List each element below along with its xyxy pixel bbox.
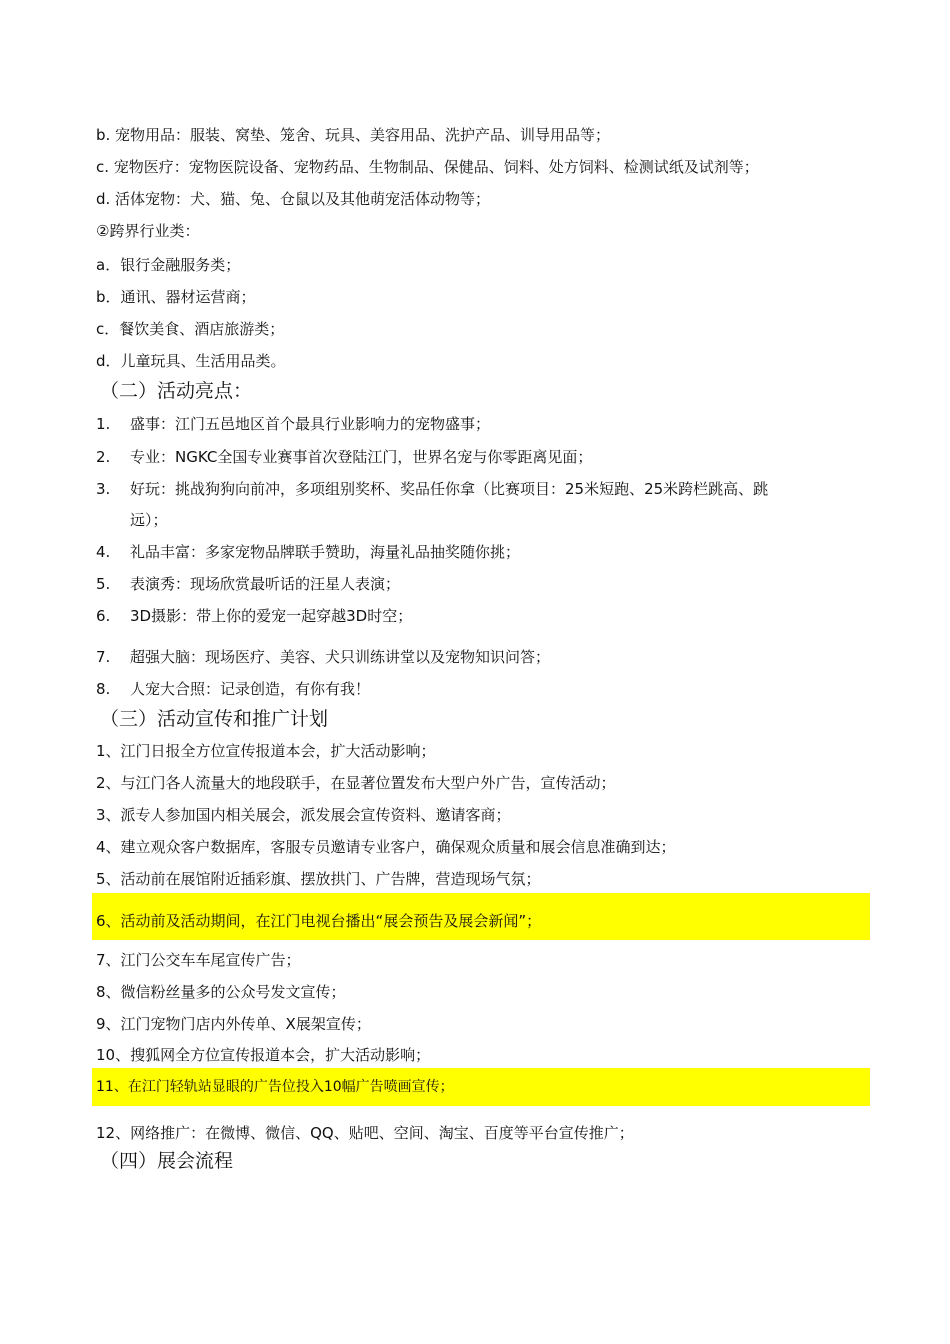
highlight-item-7: [96, 646, 871, 668]
item-number: 8.: [96, 680, 111, 698]
cross-item-bank: a．银行金融服务类；: [96, 256, 241, 274]
promotion-item-9: 9、江门宠物门店内外传单、X展架宣传；: [96, 1015, 371, 1033]
highlight-item-2: [96, 446, 871, 468]
highlight-item-6: [96, 605, 871, 627]
item-text: 3D摄影：带上你的爱宠一起穿越3D时空；: [130, 607, 413, 625]
cross-industry-title: ②跨界行业类：: [96, 222, 200, 240]
promotion-item-4: 4、建立观众客户数据库，客服专员邀请专业客户，确保观众质量和展会信息准确到达；: [96, 838, 676, 856]
highlight-item-8: [96, 678, 871, 700]
item-text: 人宠大合照：记录创造，有你有我！: [130, 680, 371, 698]
item-number: 3.: [96, 480, 111, 498]
promotion-item-8: 8、微信粉丝量多的公众号发文宣传；: [96, 983, 346, 1001]
cross-item-telecom: b．通讯、器材运营商；: [96, 288, 256, 306]
promotion-heading: （三）活动宣传和推广计划: [100, 708, 329, 730]
item-text: 超强大脑：现场医疗、美容、犬只训练讲堂以及宠物知识问答；: [130, 648, 551, 666]
item-number: 6.: [96, 607, 111, 625]
promotion-item-6: 6、活动前及活动期间，在江门电视台播出“展会预告及展会新闻”；: [96, 912, 542, 930]
highlight-item-3: [96, 478, 871, 500]
cross-item-toys: d．儿童玩具、生活用品类。: [96, 352, 286, 370]
item-text: 好玩：挑战狗狗向前冲，多项组别奖杯、奖品任你拿（比赛项目：25米短跑、25米跨栏跳高、跳: [130, 480, 769, 498]
promotion-item-2: 2、与江门各人流量大的地段联手，在显著位置发布大型户外广告，宣传活动；: [96, 774, 616, 792]
item-text: 礼品丰富：多家宠物品牌联手赞助，海量礼品抽奖随你挑；: [130, 543, 521, 561]
promotion-item-5: 5、活动前在展馆附近插彩旗、摆放拱门、广告牌，营造现场气氛；: [96, 870, 541, 888]
item-text: 专业：NGKC全国专业赛事首次登陆江门，世界名宠与你零距离见面；: [130, 448, 593, 466]
item-text: 表演秀：现场欣赏最听话的汪星人表演；: [130, 575, 401, 593]
item-number: 2.: [96, 448, 111, 466]
process-heading: （四）展会流程: [100, 1150, 234, 1172]
item-text: 盛事：江门五邑地区首个最具行业影响力的宠物盛事；: [130, 415, 491, 433]
highlights-heading: （二）活动亮点：: [100, 380, 253, 402]
promotion-item-10: 10、搜狐网全方位宣传报道本会，扩大活动影响；: [96, 1046, 431, 1064]
highlight-item-3-continuation: 远）；: [130, 511, 168, 529]
live-pets-line: d. 活体宠物：犬、猫、兔、仓鼠以及其他萌宠活体动物等；: [96, 190, 491, 208]
promotion-item-7: 7、江门公交车车尾宣传广告；: [96, 951, 301, 969]
item-number: 7.: [96, 648, 111, 666]
highlight-item-4: [96, 541, 871, 563]
promotion-item-1: 1、江门日报全方位宣传报道本会，扩大活动影响；: [96, 742, 436, 760]
pet-medical-line: c. 宠物医疗：宠物医院设备、宠物药品、生物制品、保健品、饲料、处方饲料、检测试纸及试剂等；: [96, 158, 759, 176]
item-number: 1.: [96, 415, 111, 433]
item-number: 5.: [96, 575, 111, 593]
item-number: 4.: [96, 543, 111, 561]
promotion-item-11: 11、在江门轻轨站显眼的广告位投入10幅广告喷画宣传；: [96, 1079, 454, 1095]
cross-item-dining: c．餐饮美食、酒店旅游类；: [96, 320, 285, 338]
highlight-item-1: [96, 413, 871, 435]
highlight-item-5: [96, 573, 871, 595]
promotion-item-3: 3、派专人参加国内相关展会，派发展会宣传资料、邀请客商；: [96, 806, 511, 824]
promotion-item-12: 12、网络推广：在微博、微信、QQ、贴吧、空间、淘宝、百度等平台宣传推广；: [96, 1124, 634, 1142]
pet-supplies-line: b. 宠物用品：服装、窝垫、笼舍、玩具、美容用品、洗护产品、训导用品等；: [96, 126, 611, 144]
